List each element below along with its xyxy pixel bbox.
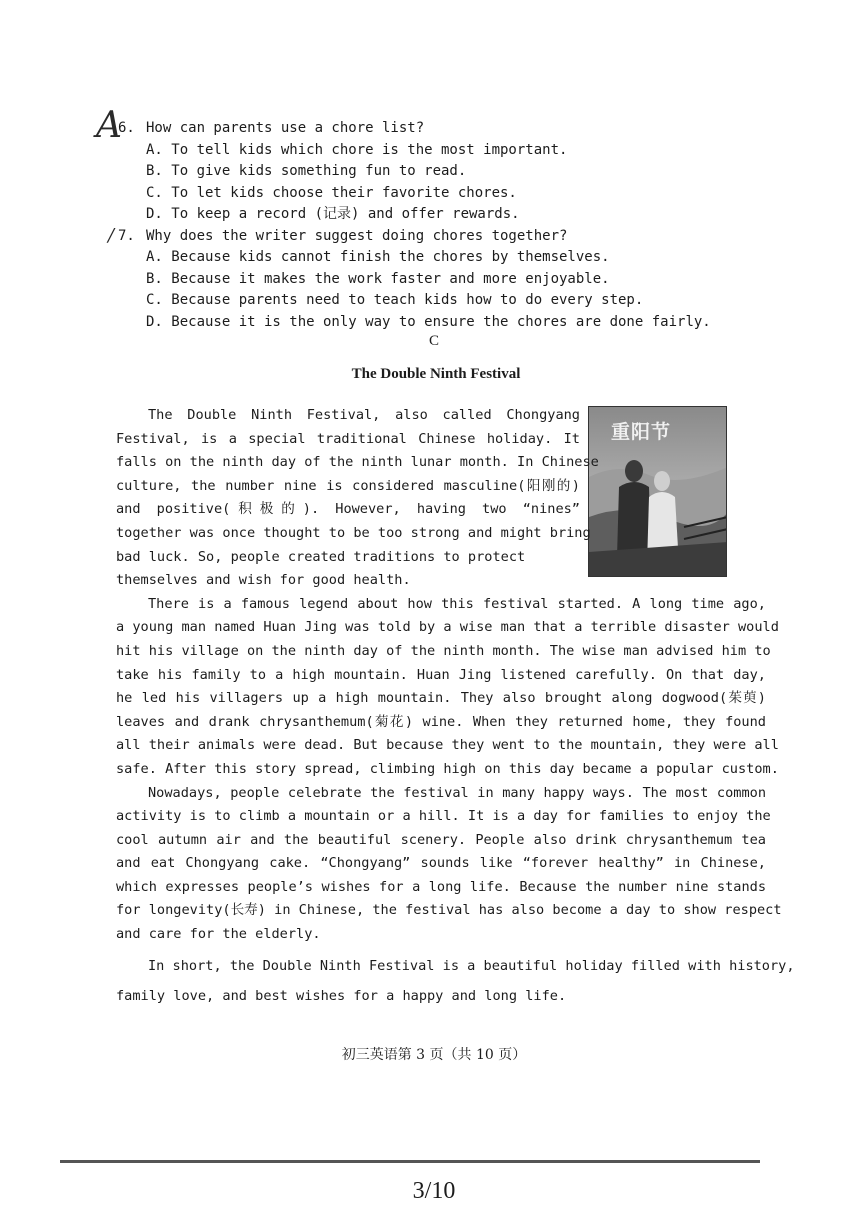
passage-line: leaves and drank chrysanthemum(菊花) wine. When they returned home, they found	[116, 713, 766, 730]
bottom-rule	[60, 1160, 760, 1163]
question-stem	[118, 226, 738, 248]
passage-line: falls on the ninth day of the ninth lunar month. In Chinese	[116, 454, 599, 471]
handwritten-tick-mark: /	[108, 225, 115, 246]
paragraph-2	[116, 593, 779, 782]
paragraph-4	[116, 947, 795, 1011]
passage-line: Festival, is a special traditional Chinese holiday. It	[116, 430, 580, 447]
passage-line: all their animals were dead. But because they went to the mountain, they were all	[116, 737, 779, 754]
passage-line: safe. After this story spread, climbing high on this day became a popular custom.	[116, 760, 779, 777]
question-number: 7.	[118, 227, 135, 244]
option-d: D. To keep a record (记录) and offer rewards.	[146, 206, 520, 222]
reading-passage	[116, 404, 795, 1011]
question-number: 6.	[118, 120, 135, 136]
passage-line: bad luck. So, people created traditions to protect	[116, 548, 526, 565]
passage-line: Nowadays, people celebrate the festival in many happy ways. The most common	[148, 784, 766, 801]
handwritten-answer-mark: A	[96, 105, 122, 146]
passage-line: There is a famous legend about how this festival started. A long time ago,	[148, 595, 766, 612]
passage-line: themselves and wish for good health.	[116, 572, 411, 589]
option-a: A. Because kids cannot finish the chores by themselves.	[146, 249, 610, 265]
passage-line: which expresses people’s wishes for a long life. Because the number nine stands	[116, 878, 766, 895]
option-c: C. Because parents need to teach kids how to do every step.	[146, 292, 644, 308]
question-stem	[118, 118, 738, 140]
passage-line: a young man named Huan Jing was told by a wise man that a terrible disaster would	[116, 619, 779, 636]
passage-line: and eat Chongyang cake. “Chongyang” sounds like “forever healthy” in Chinese,	[116, 855, 766, 872]
option-b: B. Because it makes the work faster and more enjoyable.	[146, 270, 610, 287]
option-a: A. To tell kids which chore is the most important.	[146, 141, 568, 158]
paragraph-1	[116, 404, 766, 593]
passage-line: take his family to a high mountain. Huan Jing listened carefully. On that day,	[116, 666, 766, 683]
question-7	[118, 226, 738, 334]
option-d: D. Because it is the only way to ensure the chores are done fairly.	[146, 313, 711, 330]
passage-line: In short, the Double Ninth Festival is a beautiful holiday filled with history,	[148, 957, 795, 974]
passage-line: and care for the elderly.	[116, 926, 321, 943]
question-text: Why does the writer suggest doing chores together?	[146, 227, 568, 244]
passage-line: cool autumn air and the beautiful scenery. People also drink chrysanthemum tea	[116, 831, 766, 848]
passage-line: for longevity(长寿) in Chinese, the festival has also become a day to show respect	[116, 902, 782, 919]
passage-line: family love, and best wishes for a happy and long life.	[116, 987, 567, 1004]
page-number: 3/10	[412, 1178, 456, 1204]
paragraph-3	[116, 782, 782, 947]
question-6	[118, 118, 738, 226]
option-c: C. To let kids choose their favorite chores.	[146, 184, 517, 201]
section-letter: C	[428, 333, 439, 349]
option-b: B. To give kids something fun to read.	[146, 163, 467, 179]
passage-line: he led his villagers up a high mountain. They also brought along dogwood(茱萸)	[116, 690, 766, 707]
question-text: How can parents use a chore list?	[146, 120, 425, 136]
passage-title: The Double Ninth Festival	[351, 366, 521, 382]
question-list	[118, 118, 738, 333]
photo-caption: 重阳节	[611, 421, 672, 443]
page-footer: 初三英语第 3 页（共 10 页）	[341, 1047, 527, 1063]
passage-line: culture, the number nine is considered masculine(阳刚的)	[116, 477, 580, 494]
passage-line: activity is to climb a mountain or a hill. It is a day for families to enjoy the	[116, 808, 771, 825]
passage-line: and positive(积极的). However, having two “nines”	[116, 501, 580, 518]
passage-line: together was once thought to be too strong and might bring	[116, 524, 591, 541]
passage-line: The Double Ninth Festival, also called Chongyang	[148, 407, 580, 423]
passage-line: hit his village on the ninth day of the ninth month. The wise man advised him to	[116, 642, 771, 659]
